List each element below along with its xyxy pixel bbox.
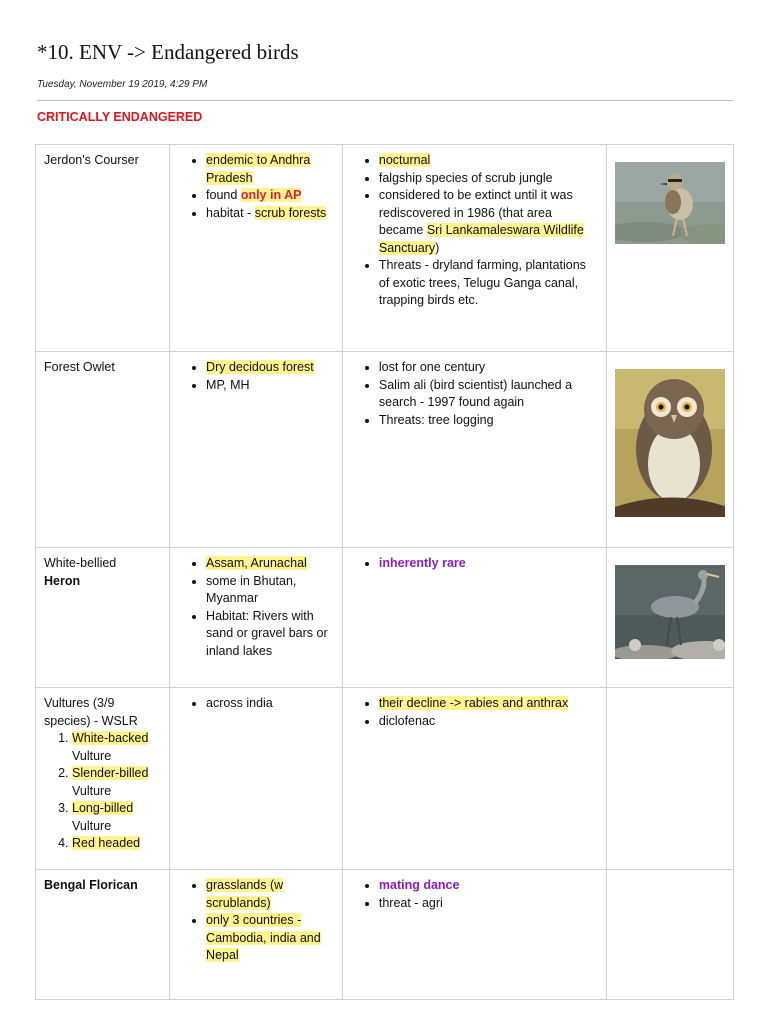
bird-name-cell (36, 870, 170, 1000)
bullet-list (351, 877, 598, 912)
list-item (379, 895, 598, 913)
owlet-photo (615, 369, 725, 517)
list-item (72, 835, 161, 853)
bullet-list (178, 555, 334, 660)
list-item (206, 608, 334, 661)
list-item (72, 730, 161, 765)
bird-name: Bengal Florican (44, 878, 138, 892)
bird-name: Vultures (3/9 species) - WSLR (44, 696, 138, 728)
list-item-text: inherently rare (378, 556, 466, 570)
photo-cell (606, 548, 733, 688)
bird-name: Forest Owlet (44, 360, 115, 374)
bird-name-cell (36, 145, 170, 352)
list-item-text: Red headed (72, 836, 141, 850)
table-row (36, 688, 734, 870)
courser-photo (615, 162, 725, 244)
photo-cell (606, 870, 733, 1000)
range-cell (170, 870, 343, 1000)
bird-name-cell (36, 352, 170, 548)
list-item (206, 877, 334, 912)
list-item-text: White-backed (72, 731, 149, 745)
list-item-text: Assam, Arunachal (206, 556, 307, 570)
list-item (379, 877, 598, 895)
list-item (206, 695, 334, 713)
list-item-text: ) (435, 240, 440, 255)
list-item-text: Salim ali (bird scientist) launched a search - 1997 found again (378, 377, 573, 409)
list-item (379, 359, 598, 377)
list-item-text: mating dance (378, 878, 460, 892)
list-item (379, 187, 598, 257)
bird-name-cell (36, 688, 170, 870)
photo-cell (606, 352, 733, 548)
list-item-text: only in AP (240, 188, 302, 202)
range-cell (170, 145, 343, 352)
list-item-text: Threats - dryland farming, plantations of exotic trees, Telugu Ganga canal, trapping birds etc. (378, 258, 586, 307)
bullet-list (351, 152, 598, 310)
bullet-list (351, 555, 598, 573)
list-item (379, 377, 598, 412)
table-row (36, 145, 734, 352)
photo-cell (606, 145, 733, 352)
list-item (379, 152, 598, 170)
list-item-text: grasslands (w scrublands) (206, 878, 284, 910)
list-item (379, 412, 598, 430)
notes-cell (342, 352, 606, 548)
list-item (379, 257, 598, 310)
bullet-list (351, 695, 598, 730)
bird-name: Jerdon's Courser (44, 153, 139, 167)
bullet-list (178, 695, 334, 713)
range-cell (170, 352, 343, 548)
list-item-text: Vulture (72, 818, 112, 833)
list-item (206, 573, 334, 608)
list-item (72, 800, 161, 835)
range-cell (170, 688, 343, 870)
list-item-text: Threats: tree logging (378, 412, 494, 427)
notes-cell (342, 548, 606, 688)
list-item-text: falgship species of scrub jungle (378, 170, 553, 185)
note-timestamp: Tuesday, November 19 2019, 4:29 PM (37, 79, 208, 90)
list-item-text: Long-billed (72, 801, 134, 815)
list-item-text: scrub forests (254, 205, 327, 220)
range-cell (170, 548, 343, 688)
list-item (206, 912, 334, 965)
section-heading: CRITICALLY ENDANGERED (37, 110, 203, 124)
notes-cell (342, 870, 606, 1000)
list-item (379, 555, 598, 573)
bullet-list (178, 359, 334, 394)
numbered-list (44, 730, 161, 853)
list-item-text: Vulture (72, 783, 112, 798)
notes-cell (342, 688, 606, 870)
list-item-text: threat - agri (378, 895, 443, 910)
list-item-text: diclofenac (378, 713, 436, 728)
list-item-text: MP, MH (206, 377, 250, 392)
table-row (36, 548, 734, 688)
list-item (379, 170, 598, 188)
bullet-list (351, 359, 598, 429)
list-item-text: considered to be extinct until it was rediscovered in 1986 (that area became (378, 188, 573, 237)
photo-cell (606, 688, 733, 870)
notes-cell (342, 145, 606, 352)
list-item (206, 555, 334, 573)
list-item (206, 359, 334, 377)
list-item-text: only 3 countries - Cambodia, india and Nepal (206, 913, 321, 962)
list-item-text: endemic to Andhra Pradesh (206, 153, 311, 185)
bullet-list (178, 152, 334, 222)
list-item-text: their decline -> rabies and anthrax (378, 696, 569, 710)
birds-table (35, 144, 734, 1000)
list-item (206, 187, 334, 205)
list-item-text: some in Bhutan, Myanmar (206, 573, 297, 605)
bullet-list (178, 877, 334, 965)
table-row (36, 352, 734, 548)
list-item-text: Sri Lankamaleswara Wildlife Sanctuary (378, 223, 584, 255)
list-item (206, 152, 334, 187)
list-item (206, 377, 334, 395)
page-title: *10. ENV -> Endangered birds (37, 40, 299, 64)
list-item (206, 205, 334, 223)
list-item-text: Dry decidous forest (206, 360, 314, 374)
list-item-text: nocturnal (378, 153, 431, 167)
list-item-text: across india (206, 696, 273, 710)
list-item-text: Slender-billed (72, 766, 149, 780)
list-item (379, 695, 598, 713)
list-item-text: lost for one century (378, 360, 486, 374)
list-item-text: Vulture (72, 748, 112, 763)
bird-name: White-bellied (44, 556, 117, 570)
header-divider (37, 100, 733, 101)
list-item (379, 713, 598, 731)
list-item-text: found (206, 188, 241, 202)
heron-photo (615, 565, 725, 659)
list-item (72, 765, 161, 800)
list-item-text: habitat - (206, 205, 255, 220)
table-row (36, 870, 734, 1000)
bird-name-cell (36, 548, 170, 688)
list-item-text: Habitat: Rivers with sand or gravel bars or inland lakes (206, 608, 328, 658)
bird-name-bold: Heron (44, 573, 81, 588)
